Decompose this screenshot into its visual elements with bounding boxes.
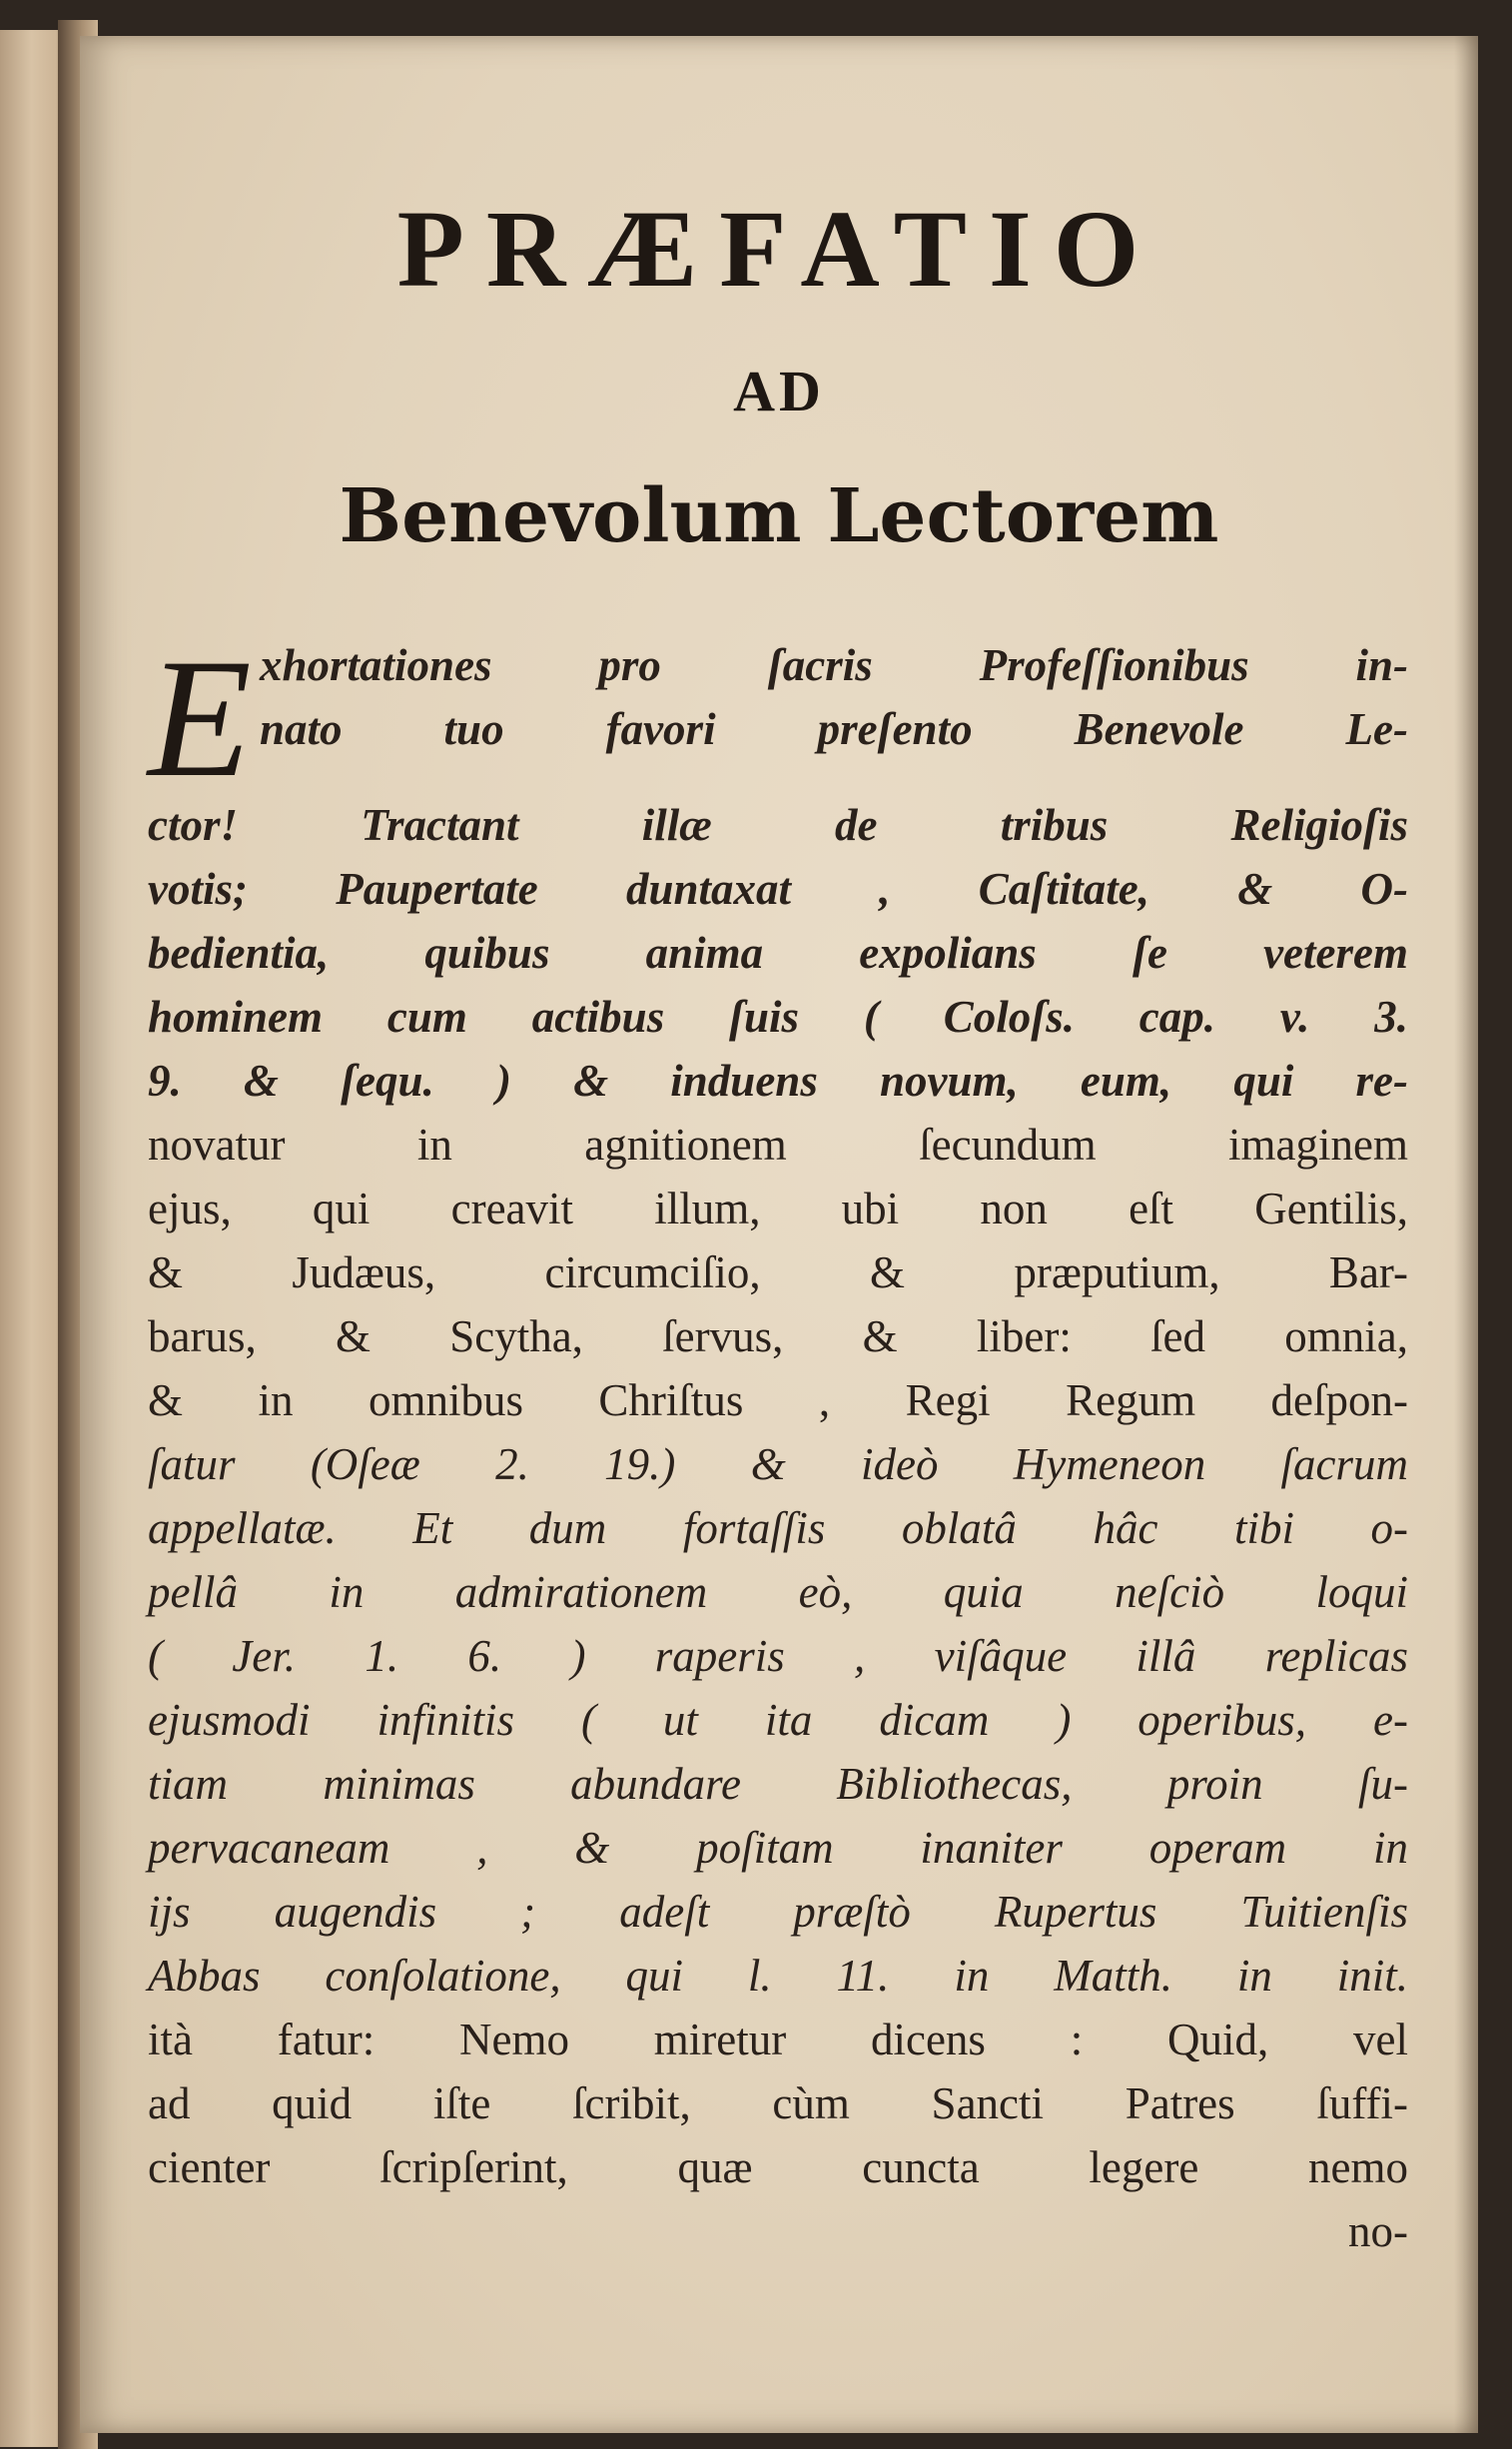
text-line: nato tuo favori preſento Benevole Le- (260, 704, 1408, 754)
text-line: ſatur (Oſeæ 2. 19.) & ideò Hymeneon ſacrum (148, 1439, 1408, 1489)
text-line: ad quid iſte ſcribit, cùm Sancti Patres ſuffi- (148, 2078, 1408, 2128)
text-line: & in omnibus Chriſtus , Regi Regum deſpon- (148, 1375, 1408, 1425)
text-line: ejus, qui creavit illum, ubi non eſt Gentilis, (148, 1184, 1408, 1233)
text-line: tiam minimas abundare Bibliothecas, proin ſu- (148, 1759, 1408, 1809)
right-page (80, 36, 1478, 2433)
body-text (148, 624, 1408, 2263)
text-line: Abbas conſolatione, qui l. 11. in Matth. in init. (148, 1951, 1408, 2001)
text-line: cienter ſcripſerint, quæ cuncta legere nemo (148, 2142, 1408, 2192)
drop-cap: E (148, 624, 252, 812)
text-line: votis; Paupertate duntaxat , Caſtitate, & O- (148, 864, 1408, 914)
subtitle-ad: AD (733, 359, 825, 423)
page-title: PRÆFATIO (396, 188, 1161, 310)
text-line: ejusmodi infinitis ( ut ita dicam ) operibus, e- (148, 1695, 1408, 1745)
text-line: barus, & Scytha, ſervus, & liber: ſed omnia, (148, 1311, 1408, 1361)
text-line: ( Jer. 1. 6. ) raperis , viſâque illâ replicas (148, 1631, 1408, 1681)
text-line: bedientia, quibus anima expolians ſe veterem (148, 928, 1408, 978)
text-line: 9. & ſequ. ) & induens novum, eum, qui re- (148, 1056, 1408, 1106)
subtitle-lector: Benevolum Lectorem (339, 473, 1219, 559)
text-line: ità fatur: Nemo miretur dicens : Quid, vel (148, 2015, 1408, 2064)
catchword: no- (1348, 2206, 1408, 2256)
text-line: pellâ in admirationem eò, quia neſciò loqui (148, 1567, 1408, 1617)
text-line: hominem cum actibus ſuis ( Coloſs. cap. v. 3. (148, 992, 1408, 1042)
text-line: & Judæus, circumciſio, & præputium, Bar- (148, 1247, 1408, 1297)
text-line: ijs augendis ; adeſt præſtò Rupertus Tuitienſis (148, 1887, 1408, 1937)
text-line: pervacaneam , & poſitam inaniter operam in (148, 1823, 1408, 1873)
text-line: xhortationes pro ſacris Profeſſionibus in- (260, 640, 1408, 690)
text-line: appellatæ. Et dum fortaſſis oblatâ hâc tibi o- (148, 1503, 1408, 1553)
text-line: ctor! Tractant illæ de tribus Religioſis (148, 800, 1408, 850)
text-line: novatur in agnitionem ſecundum imaginem (148, 1120, 1408, 1170)
